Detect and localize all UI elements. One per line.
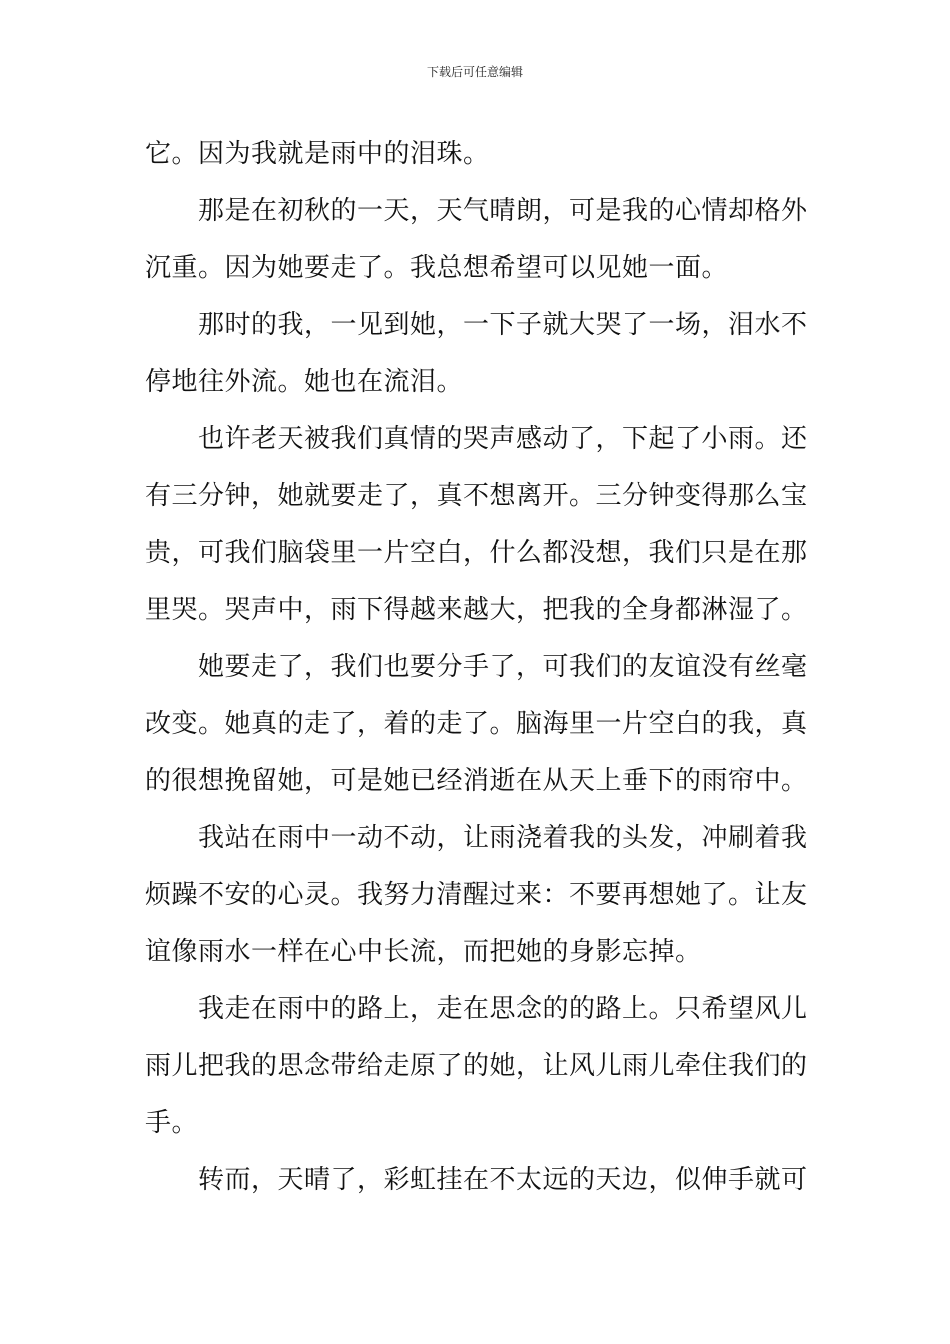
paragraph-first-line: 她要走了，我们也要分手了，可我们的友谊没有丝毫 xyxy=(198,652,808,682)
text-line: 烦躁不安的心灵。我努力清醒过来：不要再想她了。让友 xyxy=(145,880,808,910)
text-line: 雨儿把我的思念带给走原了的她，让风儿雨儿牵住我们的 xyxy=(145,1051,808,1081)
text-line: 沉重。因为她要走了。我总想希望可以见她一面。 xyxy=(145,253,729,283)
paragraph-first-line: 我站在雨中一动不动，让雨浇着我的头发，冲刷着我 xyxy=(198,823,808,853)
paragraph-first-line: 我走在雨中的路上，走在思念的的路上。只希望风儿 xyxy=(198,994,808,1024)
text-line: 停地往外流。她也在流泪。 xyxy=(145,367,464,397)
document-body xyxy=(145,126,809,1209)
text-line: 它。因为我就是雨中的泪珠。 xyxy=(145,139,490,169)
text-line: 有三分钟，她就要走了，真不想离开。三分钟变得那么宝 xyxy=(145,481,808,511)
text-line: 里哭。哭声中，雨下得越来越大，把我的全身都淋湿了。 xyxy=(145,595,808,625)
text-line: 贵，可我们脑袋里一片空白，什么都没想，我们只是在那 xyxy=(145,538,808,568)
paragraph-first-line: 那是在初秋的一天，天气晴朗，可是我的心情却格外 xyxy=(198,196,808,226)
text-line: 谊像雨水一样在心中长流，而把她的身影忘掉。 xyxy=(145,937,702,967)
paragraph-first-line: 转而，天晴了，彩虹挂在不太远的天边，似伸手就可 xyxy=(198,1165,808,1195)
paragraph-first-line: 也许老天被我们真情的哭声感动了，下起了小雨。还 xyxy=(198,424,808,454)
page-header: 下载后可任意编辑 xyxy=(426,65,523,79)
text-line: 的很想挽留她，可是她已经消逝在从天上垂下的雨帘中。 xyxy=(145,766,808,796)
text-line: 改变。她真的走了，着的走了。脑海里一片空白的我，真 xyxy=(145,709,808,739)
paragraph-first-line: 那时的我，一见到她，一下子就大哭了一场，泪水不 xyxy=(198,310,808,340)
text-line: 手。 xyxy=(145,1108,199,1138)
